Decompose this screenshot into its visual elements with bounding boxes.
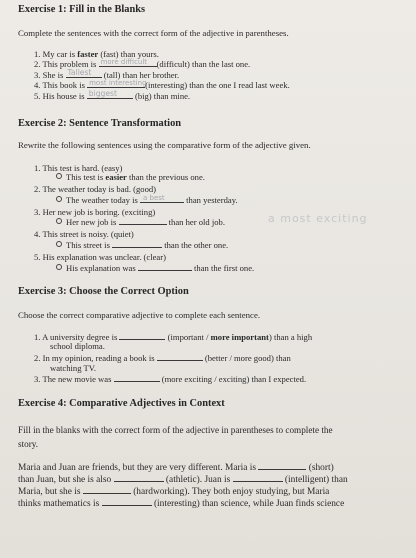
answer-blank[interactable] xyxy=(112,239,162,248)
answer-blank[interactable] xyxy=(114,373,160,382)
answer-blank[interactable] xyxy=(114,473,164,482)
answer-blank[interactable]: a best xyxy=(140,194,184,203)
exercise-4-title: Exercise 4: Comparative Adjectives in Context xyxy=(18,398,225,409)
exercise-4-instruction-cont: story. xyxy=(18,439,39,449)
answer-blank[interactable] xyxy=(157,352,203,361)
story-line-2: than Juan, but she is also (athletic). Juan is (intelligent) than xyxy=(18,475,348,485)
ex1-item-3: 3. She is Tallest (tall) than her brother. xyxy=(34,68,180,80)
ex3-item-3: 3. The new movie was (more exciting / exciting) than I expected. xyxy=(34,374,307,384)
answer-blank[interactable]: more difficult xyxy=(99,58,157,67)
ex2-item-5-answer: His explanation was than the first one. xyxy=(56,262,254,273)
ex1-item-4: 4. This book is most interesting (interesting) than the one I read last week. xyxy=(34,79,290,90)
story-line-3: Maria, but she is (hardworking). They both enjoy studying, but Maria xyxy=(18,487,330,497)
ex1-item-5: 5. His house is biggest (big) than mine. xyxy=(34,89,191,101)
ex1-item-2: 2. This problem is more difficult (difficult) than the last one. xyxy=(34,58,251,69)
exercise-1-instruction: Complete the sentences with the correct form of the adjective in parentheses. xyxy=(18,28,289,38)
ex2-item-2-prompt: 2. The weather today is bad. (good) xyxy=(34,184,157,194)
ex2-item-3-answer: Her new job is than her old job. xyxy=(56,216,225,227)
exercise-3-instruction: Choose the correct comparative adjective to complete each sentence. xyxy=(18,310,261,320)
story-line-4: thinks mathematics is (interesting) than science, while Juan finds science xyxy=(18,499,345,509)
answer-blank[interactable]: biggest xyxy=(87,90,133,99)
ex2-item-4-prompt: 4. This street is noisy. (quiet) xyxy=(34,229,134,239)
exercise-1-title: Exercise 1: Fill in the Blanks xyxy=(18,4,146,15)
answer-blank[interactable]: Tallest xyxy=(66,69,102,78)
ex3-item-1-cont: school diploma. xyxy=(50,341,105,351)
exercise-3-title: Exercise 3: Choose the Correct Option xyxy=(18,286,189,297)
ex2-item-2-answer: The weather today is a best than yesterday. xyxy=(56,194,238,205)
story-line-1: Maria and Juan are friends, but they are very different. Maria is (short) xyxy=(18,463,334,473)
answer-blank[interactable] xyxy=(233,473,283,482)
answer-blank[interactable] xyxy=(83,485,131,494)
answer-blank[interactable] xyxy=(258,461,306,470)
answer-blank[interactable]: most interesting xyxy=(89,79,147,87)
ex2-item-1-prompt: 1. This test is hard. (easy) xyxy=(34,163,123,173)
answer-blank[interactable] xyxy=(138,262,192,271)
ex2-item-5-prompt: 5. His explanation was unclear. (clear) xyxy=(34,252,166,262)
ex2-item-1-answer: This test is easier than the previous one. xyxy=(56,172,205,182)
exercise-4-instruction: Fill in the blanks with the correct form of the adjective in parentheses to complete the xyxy=(18,425,333,435)
ex1-item-1: 1. My car is faster (fast) than yours. xyxy=(34,49,159,59)
answer-blank[interactable] xyxy=(102,497,152,506)
handwritten-side-note: a most exciting xyxy=(268,212,368,225)
ex3-item-1: 1. A university degree is (important / more important) than a high xyxy=(34,332,313,342)
answer-blank[interactable] xyxy=(119,331,165,340)
exercise-2-instruction: Rewrite the following sentences using the comparative form of the adjective given. xyxy=(18,140,311,150)
answer-blank[interactable] xyxy=(119,216,167,225)
ex3-item-2: 2. In my opinion, reading a book is (better / more good) than xyxy=(34,353,291,363)
exercise-2-title: Exercise 2: Sentence Transformation xyxy=(18,118,182,129)
ex2-item-3-prompt: 3. Her new job is boring. (exciting) xyxy=(34,207,156,217)
ex2-item-4-answer: This street is than the other one. xyxy=(56,239,228,250)
ex3-item-2-cont: watching TV. xyxy=(50,363,96,373)
